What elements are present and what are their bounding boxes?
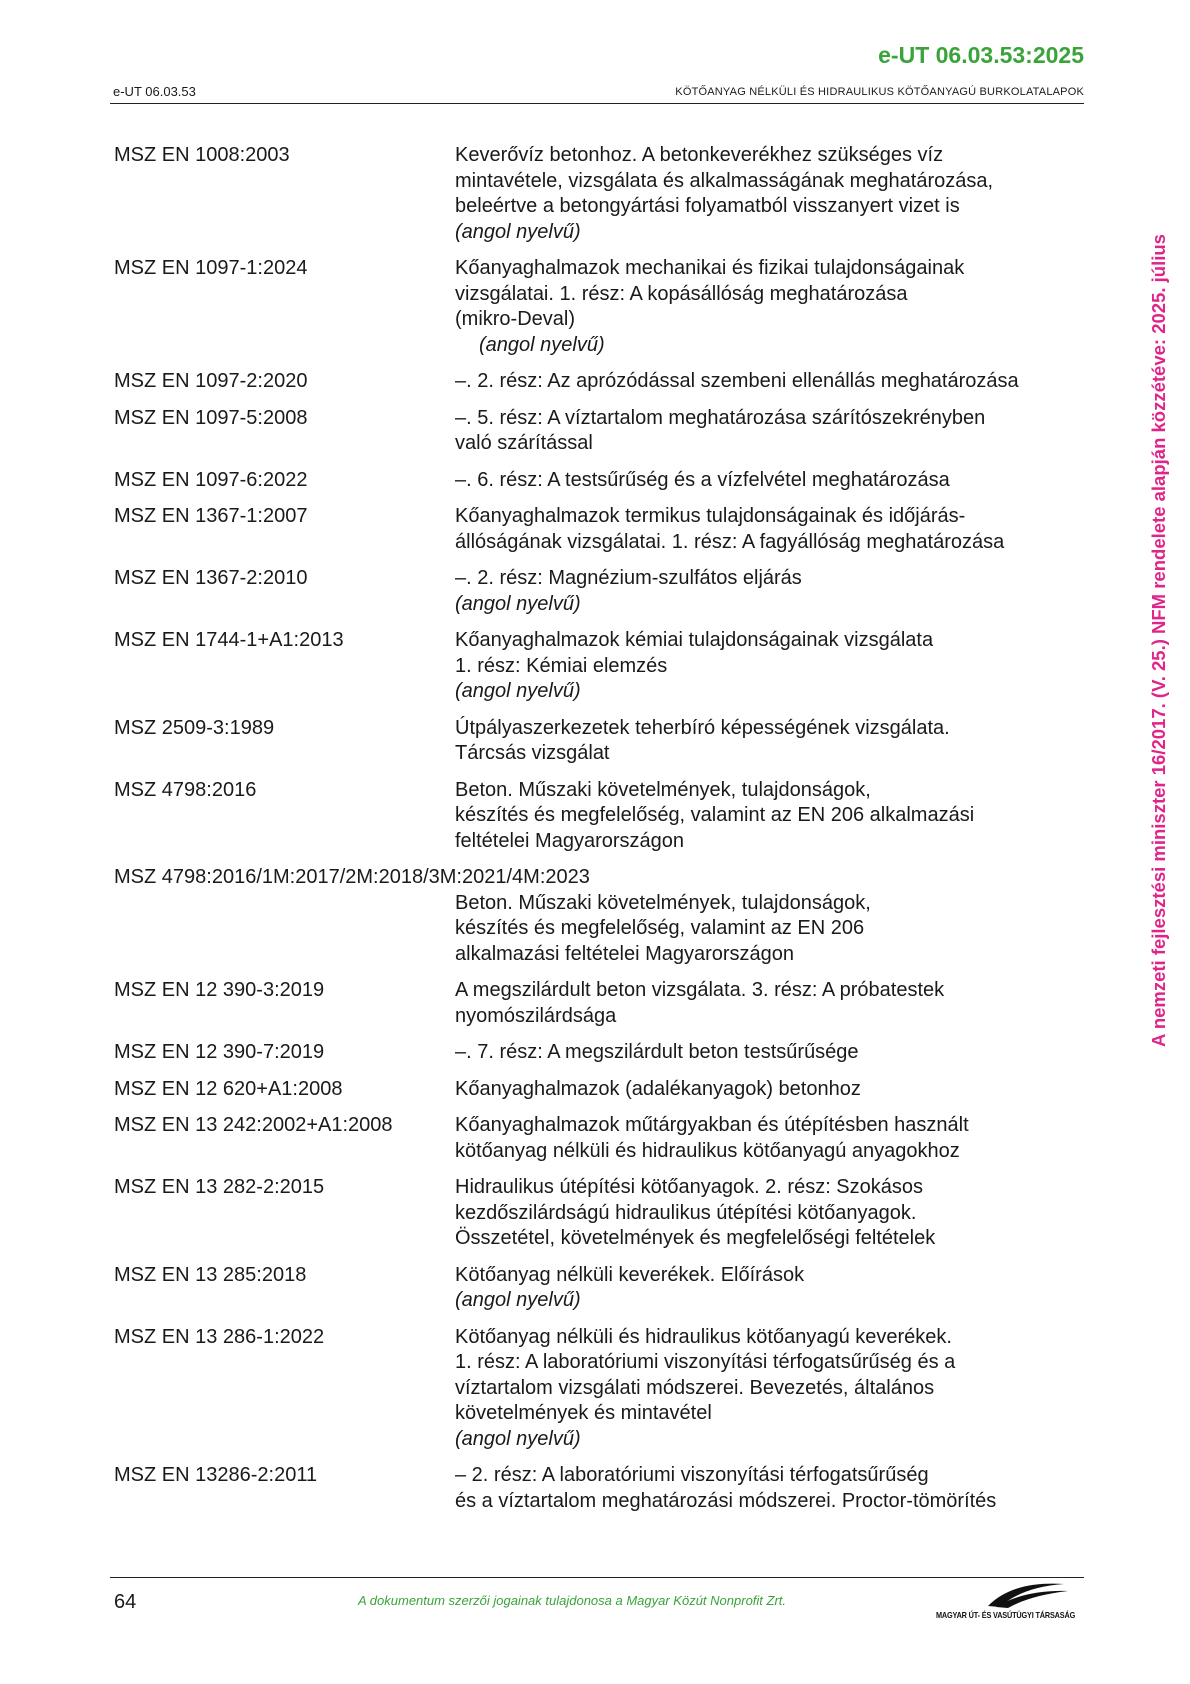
standard-description bbox=[455, 1040, 1084, 1066]
description-line: –. 2. rész: Az aprózódással szembeni ellenállás meghatározása bbox=[455, 370, 1019, 392]
header-divider bbox=[110, 103, 1084, 104]
standard-description bbox=[455, 1325, 1084, 1453]
description-line: való szárítással bbox=[455, 432, 593, 454]
standard-id: MSZ 2509-3:1989 bbox=[114, 716, 275, 739]
standard-description bbox=[455, 143, 1084, 245]
standards-list bbox=[114, 143, 1084, 1525]
description-line: (angol nyelvű) bbox=[455, 1427, 581, 1450]
standard-entry bbox=[114, 716, 1084, 767]
standard-entry bbox=[114, 1175, 1084, 1252]
standard-entry bbox=[114, 468, 1084, 494]
standard-id: MSZ EN 1367-1:2007 bbox=[114, 505, 308, 527]
road-swoosh-icon bbox=[936, 1576, 1086, 1610]
description-line: Útpályaszerkezetek teherbíró képességének vizsgálata. bbox=[455, 716, 950, 739]
description-line: 1. rész: Kémiai elemzés bbox=[455, 654, 668, 677]
standard-entry bbox=[114, 1077, 1084, 1103]
description-line: nyomószilárdsága bbox=[455, 1004, 617, 1027]
standard-description bbox=[455, 1463, 1084, 1514]
description-line: Keverővíz betonhoz. A betonkeverékhez szükséges víz bbox=[455, 144, 944, 166]
standard-id: MSZ EN 13286-2:2011 bbox=[114, 1464, 318, 1486]
description-line: (angol nyelvű) bbox=[455, 680, 581, 702]
standard-id: MSZ EN 1367-2:2010 bbox=[114, 567, 308, 589]
header-doc-id: e-UT 06.03.53 bbox=[113, 84, 196, 99]
description-line: Tárcsás vizsgálat bbox=[455, 742, 610, 764]
standard-entry bbox=[114, 1040, 1084, 1066]
standard-description bbox=[455, 1077, 1084, 1103]
description-line: Kötőanyag nélküli és hidraulikus kötőanyagú keverékek. bbox=[455, 1325, 952, 1348]
standard-id-wide: MSZ 4798:2016/1M:2017/2M:2018/3M:2021/4M:2023 bbox=[114, 866, 590, 888]
standard-description bbox=[455, 628, 1084, 705]
publisher-logo-text: MAGYAR ÚT- ÉS VASÚTÜGYI TÁRSASÁG bbox=[936, 1610, 1076, 1620]
standard-description bbox=[455, 256, 1084, 358]
standard-id: MSZ EN 13 242:2002+A1:2008 bbox=[114, 1114, 393, 1136]
standards-list-part-1 bbox=[114, 143, 1084, 854]
description-line: – 2. rész: A laboratóriumi viszonyítási térfogatsűrűség bbox=[455, 1464, 929, 1486]
description-line: alkalmazási feltételei Magyarországon bbox=[455, 942, 795, 965]
standard-description bbox=[455, 1175, 1084, 1252]
description-line: Összetétel, követelmények és megfelelőségi feltételek bbox=[455, 1227, 936, 1249]
description-line: és a víztartalom meghatározási módszerei. Proctor-tömörítés bbox=[455, 1489, 997, 1512]
standard-entry bbox=[114, 778, 1084, 855]
standard-description bbox=[455, 978, 1084, 1029]
standard-entry bbox=[114, 406, 1084, 457]
description-line: Beton. Műszaki követelmények, tulajdonságok, bbox=[455, 778, 871, 801]
standard-description bbox=[455, 1263, 1084, 1314]
standard-entry bbox=[114, 256, 1084, 358]
description-line: Kőanyaghalmazok termikus tulajdonságainak és időjárás- bbox=[455, 505, 966, 527]
standard-description bbox=[455, 504, 1084, 555]
description-line: kezdőszilárdságú hidraulikus útépítési kötőanyagok. bbox=[455, 1201, 917, 1224]
standard-id: MSZ EN 13 286-1:2022 bbox=[114, 1325, 325, 1348]
description-line: (angol nyelvű) bbox=[479, 333, 605, 356]
publisher-logo bbox=[936, 1576, 1086, 1622]
standard-description bbox=[455, 778, 1084, 855]
page-number: 64 bbox=[114, 1591, 137, 1613]
standard-entry bbox=[114, 628, 1084, 705]
description-line: beleértve a betongyártási folyamatból visszanyert vizet is bbox=[455, 195, 960, 217]
description-line: víztartalom vizsgálati módszerei. Bevezetés, általános bbox=[455, 1376, 935, 1399]
standard-description bbox=[455, 369, 1084, 395]
standard-entry bbox=[114, 1113, 1084, 1164]
description-line: követelmények és mintavétel bbox=[455, 1402, 712, 1424]
standard-id: MSZ EN 12 390-7:2019 bbox=[114, 1041, 325, 1063]
standard-id: MSZ EN 1097-1:2024 bbox=[114, 257, 308, 279]
description-line: feltételei Magyarországon bbox=[455, 829, 685, 852]
copyright-notice: A dokumentum szerzői jogainak tulajdonosa a Magyar Közút Nonprofit Zrt. bbox=[358, 1593, 787, 1608]
description-line: A megszilárdult beton vizsgálata. 3. rész: A próbatestek bbox=[455, 979, 945, 1001]
description-line: (mikro-Deval) bbox=[455, 308, 575, 330]
description-line: –. 7. rész: A megszilárdult beton testsűrűsége bbox=[455, 1041, 859, 1063]
description-line: kötőanyag nélküli és hidraulikus kötőanyagú anyagokhoz bbox=[455, 1139, 960, 1162]
standard-id: MSZ EN 12 620+A1:2008 bbox=[114, 1077, 343, 1100]
standard-entry bbox=[114, 1325, 1084, 1453]
description-line: mintavétele, vizsgálata és alkalmasságának meghatározása, bbox=[455, 169, 994, 192]
description-line: készítés és megfelelőség, valamint az EN 206 alkalmazási bbox=[455, 804, 975, 826]
standard-entry bbox=[114, 143, 1084, 245]
standard-description bbox=[455, 406, 1084, 457]
description-line: vizsgálatai. 1. rész: A kopásállóság meghatározása bbox=[455, 282, 908, 305]
header-title: KÖTŐANYAG NÉLKÜLI ÉS HIDRAULIKUS KÖTŐANYAGÚ BURKOLATALAPOK bbox=[675, 86, 1084, 98]
description-line: –. 2. rész: Magnézium-szulfátos eljárás bbox=[455, 567, 802, 589]
description-line: Hidraulikus útépítési kötőanyagok. 2. rész: Szokásos bbox=[455, 1176, 924, 1198]
standard-entry bbox=[114, 369, 1084, 395]
description-line: Kőanyaghalmazok mechanikai és fizikai tulajdonságainak bbox=[455, 257, 965, 279]
standard-id: MSZ 4798:2016 bbox=[114, 778, 257, 801]
standard-entry bbox=[114, 1263, 1084, 1314]
description-line: készítés és megfelelőség, valamint az EN 206 bbox=[455, 917, 865, 939]
standard-entry bbox=[114, 504, 1084, 555]
description-line: –. 6. rész: A testsűrűség és a vízfelvétel meghatározása bbox=[455, 468, 950, 491]
description-line: –. 5. rész: A víztartalom meghatározása szárítószekrényben bbox=[455, 406, 986, 429]
standard-id: MSZ EN 1097-2:2020 bbox=[114, 370, 308, 392]
standard-description-wide bbox=[455, 891, 1084, 968]
standard-entry bbox=[114, 566, 1084, 617]
description-line: Beton. Műszaki követelmények, tulajdonságok, bbox=[455, 891, 871, 914]
standard-id: MSZ EN 13 282-2:2015 bbox=[114, 1176, 325, 1198]
standard-description bbox=[455, 1113, 1084, 1164]
description-line: Kötőanyag nélküli keverékek. Előírások bbox=[455, 1263, 805, 1286]
description-line: Kőanyaghalmazok műtárgyakban és útépítésben használt bbox=[455, 1114, 969, 1136]
standard-id: MSZ EN 13 285:2018 bbox=[114, 1263, 307, 1286]
description-line: (angol nyelvű) bbox=[455, 220, 581, 243]
standard-id: MSZ EN 12 390-3:2019 bbox=[114, 979, 325, 1001]
description-line: Kőanyaghalmazok kémiai tulajdonságainak vizsgálata bbox=[455, 629, 934, 651]
document-code: e-UT 06.03.53:2025 bbox=[878, 42, 1084, 68]
standard-entry bbox=[114, 1463, 1084, 1514]
description-line: Kőanyaghalmazok (adalékanyagok) betonhoz bbox=[455, 1077, 861, 1100]
description-line: (angol nyelvű) bbox=[455, 592, 581, 615]
description-line: (angol nyelvű) bbox=[455, 1289, 581, 1311]
description-line: állóságának vizsgálatai. 1. rész: A fagyállóság meghatározása bbox=[455, 530, 1005, 553]
publication-side-note: A nemzeti fejlesztési miniszter 16/2017. (V. 25.) NFM rendelete alapján közzétéve: 2025. július bbox=[1148, 234, 1169, 1047]
description-line: 1. rész: A laboratóriumi viszonyítási térfogatsűrűség és a bbox=[455, 1351, 956, 1373]
standard-description bbox=[455, 716, 1084, 767]
standard-id: MSZ EN 1744-1+A1:2013 bbox=[114, 629, 344, 651]
standard-description bbox=[455, 468, 1084, 494]
standard-entry bbox=[114, 978, 1084, 1029]
standards-list-part-2 bbox=[114, 978, 1084, 1514]
standard-id: MSZ EN 1097-5:2008 bbox=[114, 406, 308, 429]
standard-id: MSZ EN 1097-6:2022 bbox=[114, 468, 308, 491]
standard-description bbox=[455, 566, 1084, 617]
standard-id: MSZ EN 1008:2003 bbox=[114, 144, 290, 166]
